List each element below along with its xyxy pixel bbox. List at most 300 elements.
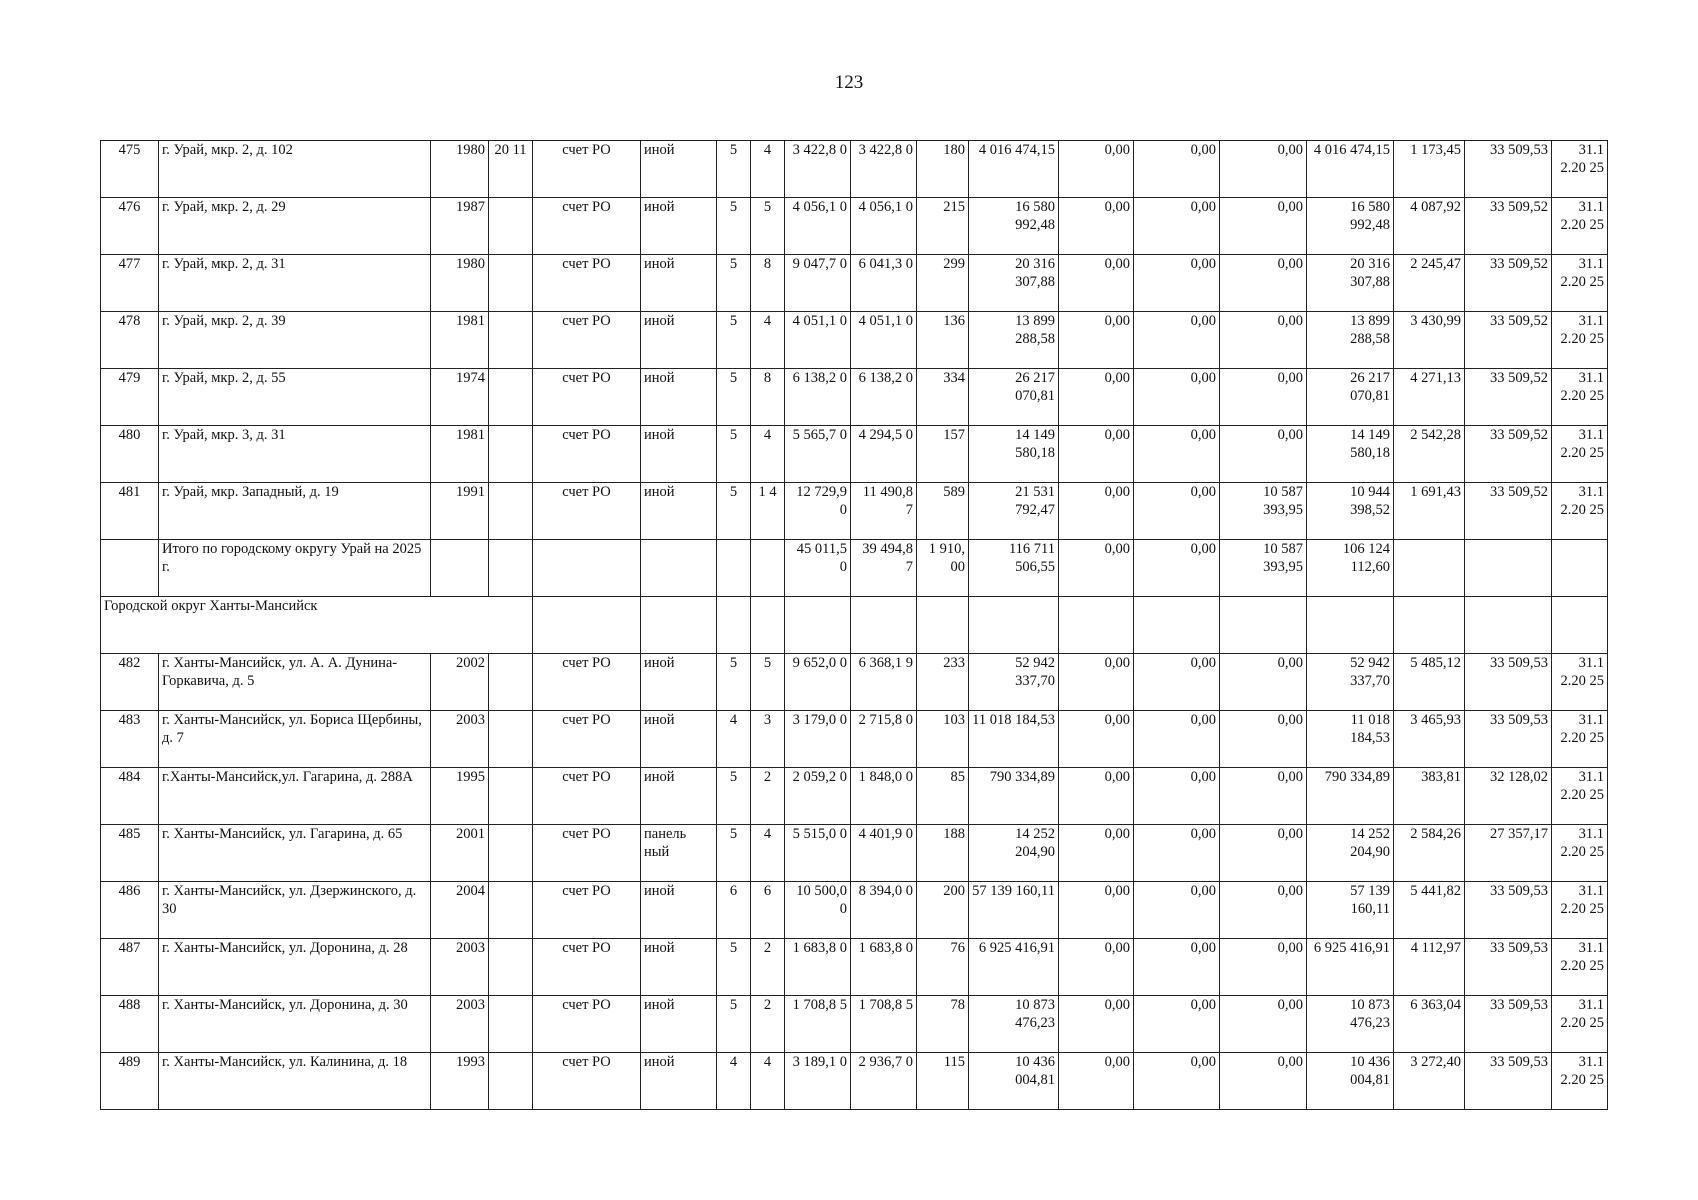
- federal-funds-cell: 0,00: [1059, 882, 1134, 939]
- empty-cell: [1307, 597, 1394, 654]
- total-area-cell: 9 652,0 0: [785, 654, 851, 711]
- regional-funds-cell: 0,00: [1134, 369, 1220, 426]
- reconstruction-year-cell: [489, 426, 533, 483]
- wall-material-cell: иной: [641, 369, 717, 426]
- local-funds-cell: 0,00: [1220, 141, 1307, 198]
- limit-cost-cell: 33 509,53: [1465, 939, 1552, 996]
- row-number-cell: 476: [101, 198, 159, 255]
- row-number-cell: 488: [101, 996, 159, 1053]
- wall-material-cell: панель ный: [641, 825, 717, 882]
- local-funds-cell: 0,00: [1220, 882, 1307, 939]
- address-cell: г. Ханты-Мансийск, ул. А. А. Дунина-Горкавича, д. 5: [159, 654, 431, 711]
- fund-method-cell: счет РО: [533, 141, 641, 198]
- residents-cell: 299: [917, 255, 969, 312]
- row-number-cell: 487: [101, 939, 159, 996]
- residents-cell: 215: [917, 198, 969, 255]
- total-area-cell: 45 011,5 0: [785, 540, 851, 597]
- residents-cell: 157: [917, 426, 969, 483]
- regional-funds-cell: 0,00: [1134, 426, 1220, 483]
- table-row: [101, 426, 1608, 483]
- regional-funds-cell: 0,00: [1134, 255, 1220, 312]
- living-area-cell: 3 422,8 0: [851, 141, 917, 198]
- deadline-cell: 31.1 2.20 25: [1552, 369, 1608, 426]
- row-number-cell: 483: [101, 711, 159, 768]
- floors-cell: 4: [717, 1053, 751, 1110]
- address-cell: Итого по городскому округу Урай на 2025 г.: [159, 540, 431, 597]
- build-year-cell: [431, 540, 489, 597]
- row-number-cell: 485: [101, 825, 159, 882]
- build-year-cell: 2003: [431, 939, 489, 996]
- regional-funds-cell: 0,00: [1134, 141, 1220, 198]
- fund-method-cell: [533, 540, 641, 597]
- reconstruction-year-cell: [489, 882, 533, 939]
- total-cost-cell: 20 316 307,88: [969, 255, 1059, 312]
- owner-funds-cell: 10 436 004,81: [1307, 1053, 1394, 1110]
- limit-cost-cell: 33 509,53: [1465, 996, 1552, 1053]
- fund-method-cell: счет РО: [533, 312, 641, 369]
- entrances-cell: 8: [751, 369, 785, 426]
- table-row: [101, 711, 1608, 768]
- owner-funds-cell: 14 252 204,90: [1307, 825, 1394, 882]
- total-area-cell: 6 138,2 0: [785, 369, 851, 426]
- address-cell: г. Урай, мкр. 2, д. 29: [159, 198, 431, 255]
- federal-funds-cell: 0,00: [1059, 369, 1134, 426]
- table-row: [101, 825, 1608, 882]
- total-cost-cell: 11 018 184,53: [969, 711, 1059, 768]
- total-row: [101, 540, 1608, 597]
- entrances-cell: 2: [751, 996, 785, 1053]
- total-cost-cell: 52 942 337,70: [969, 654, 1059, 711]
- row-number-cell: 482: [101, 654, 159, 711]
- limit-cost-cell: 33 509,52: [1465, 483, 1552, 540]
- wall-material-cell: иной: [641, 141, 717, 198]
- deadline-cell: 31.1 2.20 25: [1552, 141, 1608, 198]
- unit-cost-cell: 5 485,12: [1394, 654, 1465, 711]
- empty-cell: [1552, 597, 1608, 654]
- row-number-cell: 480: [101, 426, 159, 483]
- empty-cell: [717, 597, 751, 654]
- table-row: [101, 939, 1608, 996]
- owner-funds-cell: 106 124 112,60: [1307, 540, 1394, 597]
- owner-funds-cell: 6 925 416,91: [1307, 939, 1394, 996]
- unit-cost-cell: 4 271,13: [1394, 369, 1465, 426]
- wall-material-cell: иной: [641, 939, 717, 996]
- unit-cost-cell: 1 691,43: [1394, 483, 1465, 540]
- limit-cost-cell: 33 509,53: [1465, 882, 1552, 939]
- owner-funds-cell: 52 942 337,70: [1307, 654, 1394, 711]
- fund-method-cell: счет РО: [533, 996, 641, 1053]
- owner-funds-cell: 790 334,89: [1307, 768, 1394, 825]
- reconstruction-year-cell: [489, 255, 533, 312]
- reconstruction-year-cell: [489, 825, 533, 882]
- table-body: [101, 141, 1608, 1110]
- address-cell: г. Урай, мкр. 2, д. 55: [159, 369, 431, 426]
- residents-cell: 200: [917, 882, 969, 939]
- residents-cell: 103: [917, 711, 969, 768]
- total-cost-cell: 14 252 204,90: [969, 825, 1059, 882]
- table-row: [101, 996, 1608, 1053]
- reconstruction-year-cell: [489, 312, 533, 369]
- local-funds-cell: 0,00: [1220, 369, 1307, 426]
- residents-cell: 76: [917, 939, 969, 996]
- deadline-cell: 31.1 2.20 25: [1552, 654, 1608, 711]
- federal-funds-cell: 0,00: [1059, 654, 1134, 711]
- local-funds-cell: 0,00: [1220, 711, 1307, 768]
- deadline-cell: 31.1 2.20 25: [1552, 255, 1608, 312]
- wall-material-cell: иной: [641, 483, 717, 540]
- registry-table: [100, 140, 1608, 1110]
- floors-cell: 5: [717, 825, 751, 882]
- wall-material-cell: иной: [641, 711, 717, 768]
- table-row: [101, 1053, 1608, 1110]
- table-row: [101, 369, 1608, 426]
- floors-cell: 5: [717, 369, 751, 426]
- limit-cost-cell: 33 509,52: [1465, 312, 1552, 369]
- address-cell: г. Ханты-Мансийск, ул. Бориса Щербины, д. 7: [159, 711, 431, 768]
- floors-cell: 5: [717, 426, 751, 483]
- residents-cell: 589: [917, 483, 969, 540]
- unit-cost-cell: [1394, 540, 1465, 597]
- address-cell: г. Урай, мкр. 2, д. 39: [159, 312, 431, 369]
- empty-cell: [851, 597, 917, 654]
- empty-cell: [1394, 597, 1465, 654]
- reconstruction-year-cell: [489, 768, 533, 825]
- entrances-cell: 8: [751, 255, 785, 312]
- total-area-cell: 4 051,1 0: [785, 312, 851, 369]
- regional-funds-cell: 0,00: [1134, 939, 1220, 996]
- total-area-cell: 5 565,7 0: [785, 426, 851, 483]
- federal-funds-cell: 0,00: [1059, 141, 1134, 198]
- floors-cell: 5: [717, 198, 751, 255]
- table-row: [101, 255, 1608, 312]
- residents-cell: 1 910, 00: [917, 540, 969, 597]
- total-cost-cell: 21 531 792,47: [969, 483, 1059, 540]
- living-area-cell: 2 936,7 0: [851, 1053, 917, 1110]
- reconstruction-year-cell: [489, 654, 533, 711]
- build-year-cell: 2001: [431, 825, 489, 882]
- total-cost-cell: 116 711 506,55: [969, 540, 1059, 597]
- reconstruction-year-cell: [489, 483, 533, 540]
- entrances-cell: 4: [751, 825, 785, 882]
- floors-cell: [717, 540, 751, 597]
- local-funds-cell: 10 587 393,95: [1220, 483, 1307, 540]
- wall-material-cell: иной: [641, 882, 717, 939]
- build-year-cell: 2003: [431, 711, 489, 768]
- total-cost-cell: 14 149 580,18: [969, 426, 1059, 483]
- living-area-cell: 6 041,3 0: [851, 255, 917, 312]
- row-number-cell: 481: [101, 483, 159, 540]
- wall-material-cell: иной: [641, 255, 717, 312]
- build-year-cell: 2004: [431, 882, 489, 939]
- limit-cost-cell: [1465, 540, 1552, 597]
- total-area-cell: 3 189,1 0: [785, 1053, 851, 1110]
- reconstruction-year-cell: [489, 540, 533, 597]
- fund-method-cell: счет РО: [533, 198, 641, 255]
- residents-cell: 334: [917, 369, 969, 426]
- total-cost-cell: 790 334,89: [969, 768, 1059, 825]
- floors-cell: 5: [717, 768, 751, 825]
- empty-cell: [751, 597, 785, 654]
- fund-method-cell: счет РО: [533, 426, 641, 483]
- unit-cost-cell: 383,81: [1394, 768, 1465, 825]
- address-cell: г. Урай, мкр. Западный, д. 19: [159, 483, 431, 540]
- unit-cost-cell: 3 272,40: [1394, 1053, 1465, 1110]
- row-number-cell: 477: [101, 255, 159, 312]
- floors-cell: 5: [717, 939, 751, 996]
- residents-cell: 115: [917, 1053, 969, 1110]
- total-area-cell: 3 179,0 0: [785, 711, 851, 768]
- unit-cost-cell: 4 112,97: [1394, 939, 1465, 996]
- reconstruction-year-cell: 20 11: [489, 141, 533, 198]
- entrances-cell: [751, 540, 785, 597]
- federal-funds-cell: 0,00: [1059, 540, 1134, 597]
- federal-funds-cell: 0,00: [1059, 996, 1134, 1053]
- owner-funds-cell: 26 217 070,81: [1307, 369, 1394, 426]
- living-area-cell: 4 056,1 0: [851, 198, 917, 255]
- floors-cell: 5: [717, 483, 751, 540]
- deadline-cell: 31.1 2.20 25: [1552, 825, 1608, 882]
- federal-funds-cell: 0,00: [1059, 312, 1134, 369]
- total-cost-cell: 4 016 474,15: [969, 141, 1059, 198]
- floors-cell: 5: [717, 312, 751, 369]
- entrances-cell: 4: [751, 141, 785, 198]
- wall-material-cell: [641, 540, 717, 597]
- entrances-cell: 5: [751, 654, 785, 711]
- fund-method-cell: счет РО: [533, 939, 641, 996]
- entrances-cell: 2: [751, 939, 785, 996]
- federal-funds-cell: 0,00: [1059, 483, 1134, 540]
- living-area-cell: 1 708,8 5: [851, 996, 917, 1053]
- table-row: [101, 768, 1608, 825]
- total-cost-cell: 13 899 288,58: [969, 312, 1059, 369]
- limit-cost-cell: 27 357,17: [1465, 825, 1552, 882]
- wall-material-cell: иной: [641, 1053, 717, 1110]
- limit-cost-cell: 33 509,52: [1465, 255, 1552, 312]
- row-number-cell: 479: [101, 369, 159, 426]
- fund-method-cell: счет РО: [533, 483, 641, 540]
- build-year-cell: 2002: [431, 654, 489, 711]
- row-number-cell: 486: [101, 882, 159, 939]
- living-area-cell: 4 051,1 0: [851, 312, 917, 369]
- regional-funds-cell: 0,00: [1134, 654, 1220, 711]
- entrances-cell: 6: [751, 882, 785, 939]
- floors-cell: 5: [717, 141, 751, 198]
- owner-funds-cell: 16 580 992,48: [1307, 198, 1394, 255]
- regional-funds-cell: 0,00: [1134, 711, 1220, 768]
- regional-funds-cell: 0,00: [1134, 825, 1220, 882]
- limit-cost-cell: 33 509,53: [1465, 711, 1552, 768]
- wall-material-cell: иной: [641, 996, 717, 1053]
- empty-cell: [785, 597, 851, 654]
- living-area-cell: 4 294,5 0: [851, 426, 917, 483]
- living-area-cell: 2 715,8 0: [851, 711, 917, 768]
- fund-method-cell: счет РО: [533, 654, 641, 711]
- total-area-cell: 5 515,0 0: [785, 825, 851, 882]
- total-cost-cell: 16 580 992,48: [969, 198, 1059, 255]
- floors-cell: 4: [717, 711, 751, 768]
- residents-cell: 78: [917, 996, 969, 1053]
- unit-cost-cell: 1 173,45: [1394, 141, 1465, 198]
- address-cell: г. Ханты-Мансийск, ул. Гагарина, д. 65: [159, 825, 431, 882]
- table-row: [101, 141, 1608, 198]
- deadline-cell: 31.1 2.20 25: [1552, 426, 1608, 483]
- living-area-cell: 39 494,8 7: [851, 540, 917, 597]
- address-cell: г. Урай, мкр. 2, д. 31: [159, 255, 431, 312]
- entrances-cell: 4: [751, 1053, 785, 1110]
- reconstruction-year-cell: [489, 939, 533, 996]
- address-cell: г. Ханты-Мансийск, ул. Доронина, д. 30: [159, 996, 431, 1053]
- total-area-cell: 4 056,1 0: [785, 198, 851, 255]
- limit-cost-cell: 33 509,52: [1465, 369, 1552, 426]
- reconstruction-year-cell: [489, 198, 533, 255]
- regional-funds-cell: 0,00: [1134, 198, 1220, 255]
- regional-funds-cell: 0,00: [1134, 882, 1220, 939]
- owner-funds-cell: 11 018 184,53: [1307, 711, 1394, 768]
- federal-funds-cell: 0,00: [1059, 426, 1134, 483]
- regional-funds-cell: 0,00: [1134, 1053, 1220, 1110]
- owner-funds-cell: 10 873 476,23: [1307, 996, 1394, 1053]
- reconstruction-year-cell: [489, 1053, 533, 1110]
- unit-cost-cell: 4 087,92: [1394, 198, 1465, 255]
- deadline-cell: 31.1 2.20 25: [1552, 711, 1608, 768]
- local-funds-cell: 0,00: [1220, 312, 1307, 369]
- row-number-cell: 484: [101, 768, 159, 825]
- local-funds-cell: 0,00: [1220, 825, 1307, 882]
- deadline-cell: 31.1 2.20 25: [1552, 939, 1608, 996]
- unit-cost-cell: 3 430,99: [1394, 312, 1465, 369]
- federal-funds-cell: 0,00: [1059, 198, 1134, 255]
- row-number-cell: 475: [101, 141, 159, 198]
- federal-funds-cell: 0,00: [1059, 1053, 1134, 1110]
- build-year-cell: 1980: [431, 141, 489, 198]
- owner-funds-cell: 10 944 398,52: [1307, 483, 1394, 540]
- deadline-cell: 31.1 2.20 25: [1552, 198, 1608, 255]
- federal-funds-cell: 0,00: [1059, 939, 1134, 996]
- address-cell: г. Ханты-Мансийск, ул. Доронина, д. 28: [159, 939, 431, 996]
- total-cost-cell: 10 436 004,81: [969, 1053, 1059, 1110]
- section-label: Городской округ Ханты-Мансийск: [101, 597, 533, 654]
- address-cell: г. Ханты-Мансийск, ул. Калинина, д. 18: [159, 1053, 431, 1110]
- living-area-cell: 4 401,9 0: [851, 825, 917, 882]
- limit-cost-cell: 32 128,02: [1465, 768, 1552, 825]
- limit-cost-cell: 33 509,53: [1465, 654, 1552, 711]
- residents-cell: 180: [917, 141, 969, 198]
- local-funds-cell: 10 587 393,95: [1220, 540, 1307, 597]
- empty-cell: [1059, 597, 1134, 654]
- regional-funds-cell: 0,00: [1134, 540, 1220, 597]
- deadline-cell: 31.1 2.20 25: [1552, 483, 1608, 540]
- total-cost-cell: 26 217 070,81: [969, 369, 1059, 426]
- floors-cell: 5: [717, 996, 751, 1053]
- unit-cost-cell: 2 245,47: [1394, 255, 1465, 312]
- unit-cost-cell: 5 441,82: [1394, 882, 1465, 939]
- row-number-cell: [101, 540, 159, 597]
- address-cell: г.Ханты-Мансийск,ул. Гагарина, д. 288А: [159, 768, 431, 825]
- build-year-cell: 1981: [431, 426, 489, 483]
- reconstruction-year-cell: [489, 369, 533, 426]
- living-area-cell: 6 138,2 0: [851, 369, 917, 426]
- fund-method-cell: счет РО: [533, 711, 641, 768]
- living-area-cell: 1 683,8 0: [851, 939, 917, 996]
- local-funds-cell: 0,00: [1220, 255, 1307, 312]
- deadline-cell: [1552, 540, 1608, 597]
- residents-cell: 85: [917, 768, 969, 825]
- deadline-cell: 31.1 2.20 25: [1552, 768, 1608, 825]
- local-funds-cell: 0,00: [1220, 198, 1307, 255]
- entrances-cell: 2: [751, 768, 785, 825]
- wall-material-cell: иной: [641, 768, 717, 825]
- total-area-cell: 1 683,8 0: [785, 939, 851, 996]
- owner-funds-cell: 14 149 580,18: [1307, 426, 1394, 483]
- total-cost-cell: 6 925 416,91: [969, 939, 1059, 996]
- residents-cell: 233: [917, 654, 969, 711]
- local-funds-cell: 0,00: [1220, 654, 1307, 711]
- total-area-cell: 3 422,8 0: [785, 141, 851, 198]
- federal-funds-cell: 0,00: [1059, 255, 1134, 312]
- table-row: [101, 654, 1608, 711]
- limit-cost-cell: 33 509,53: [1465, 141, 1552, 198]
- owner-funds-cell: 57 139 160,11: [1307, 882, 1394, 939]
- regional-funds-cell: 0,00: [1134, 996, 1220, 1053]
- federal-funds-cell: 0,00: [1059, 825, 1134, 882]
- empty-cell: [1465, 597, 1552, 654]
- wall-material-cell: иной: [641, 312, 717, 369]
- owner-funds-cell: 20 316 307,88: [1307, 255, 1394, 312]
- build-year-cell: 2003: [431, 996, 489, 1053]
- fund-method-cell: счет РО: [533, 255, 641, 312]
- unit-cost-cell: 3 465,93: [1394, 711, 1465, 768]
- empty-cell: [917, 597, 969, 654]
- unit-cost-cell: 2 542,28: [1394, 426, 1465, 483]
- total-area-cell: 12 729,9 0: [785, 483, 851, 540]
- limit-cost-cell: 33 509,52: [1465, 426, 1552, 483]
- owner-funds-cell: 4 016 474,15: [1307, 141, 1394, 198]
- build-year-cell: 1993: [431, 1053, 489, 1110]
- local-funds-cell: 0,00: [1220, 996, 1307, 1053]
- entrances-cell: 4: [751, 426, 785, 483]
- total-area-cell: 10 500,0 0: [785, 882, 851, 939]
- reconstruction-year-cell: [489, 996, 533, 1053]
- floors-cell: 6: [717, 882, 751, 939]
- fund-method-cell: счет РО: [533, 1053, 641, 1110]
- empty-cell: [641, 597, 717, 654]
- local-funds-cell: 0,00: [1220, 426, 1307, 483]
- federal-funds-cell: 0,00: [1059, 768, 1134, 825]
- empty-cell: [1220, 597, 1307, 654]
- floors-cell: 5: [717, 255, 751, 312]
- fund-method-cell: счет РО: [533, 369, 641, 426]
- living-area-cell: 11 490,8 7: [851, 483, 917, 540]
- regional-funds-cell: 0,00: [1134, 312, 1220, 369]
- deadline-cell: 31.1 2.20 25: [1552, 882, 1608, 939]
- local-funds-cell: 0,00: [1220, 939, 1307, 996]
- limit-cost-cell: 33 509,52: [1465, 198, 1552, 255]
- build-year-cell: 1995: [431, 768, 489, 825]
- build-year-cell: 1987: [431, 198, 489, 255]
- wall-material-cell: иной: [641, 426, 717, 483]
- regional-funds-cell: 0,00: [1134, 483, 1220, 540]
- total-cost-cell: 10 873 476,23: [969, 996, 1059, 1053]
- total-cost-cell: 57 139 160,11: [969, 882, 1059, 939]
- deadline-cell: 31.1 2.20 25: [1552, 996, 1608, 1053]
- owner-funds-cell: 13 899 288,58: [1307, 312, 1394, 369]
- unit-cost-cell: 2 584,26: [1394, 825, 1465, 882]
- empty-cell: [969, 597, 1059, 654]
- total-area-cell: 1 708,8 5: [785, 996, 851, 1053]
- local-funds-cell: 0,00: [1220, 768, 1307, 825]
- fund-method-cell: счет РО: [533, 768, 641, 825]
- entrances-cell: 5: [751, 198, 785, 255]
